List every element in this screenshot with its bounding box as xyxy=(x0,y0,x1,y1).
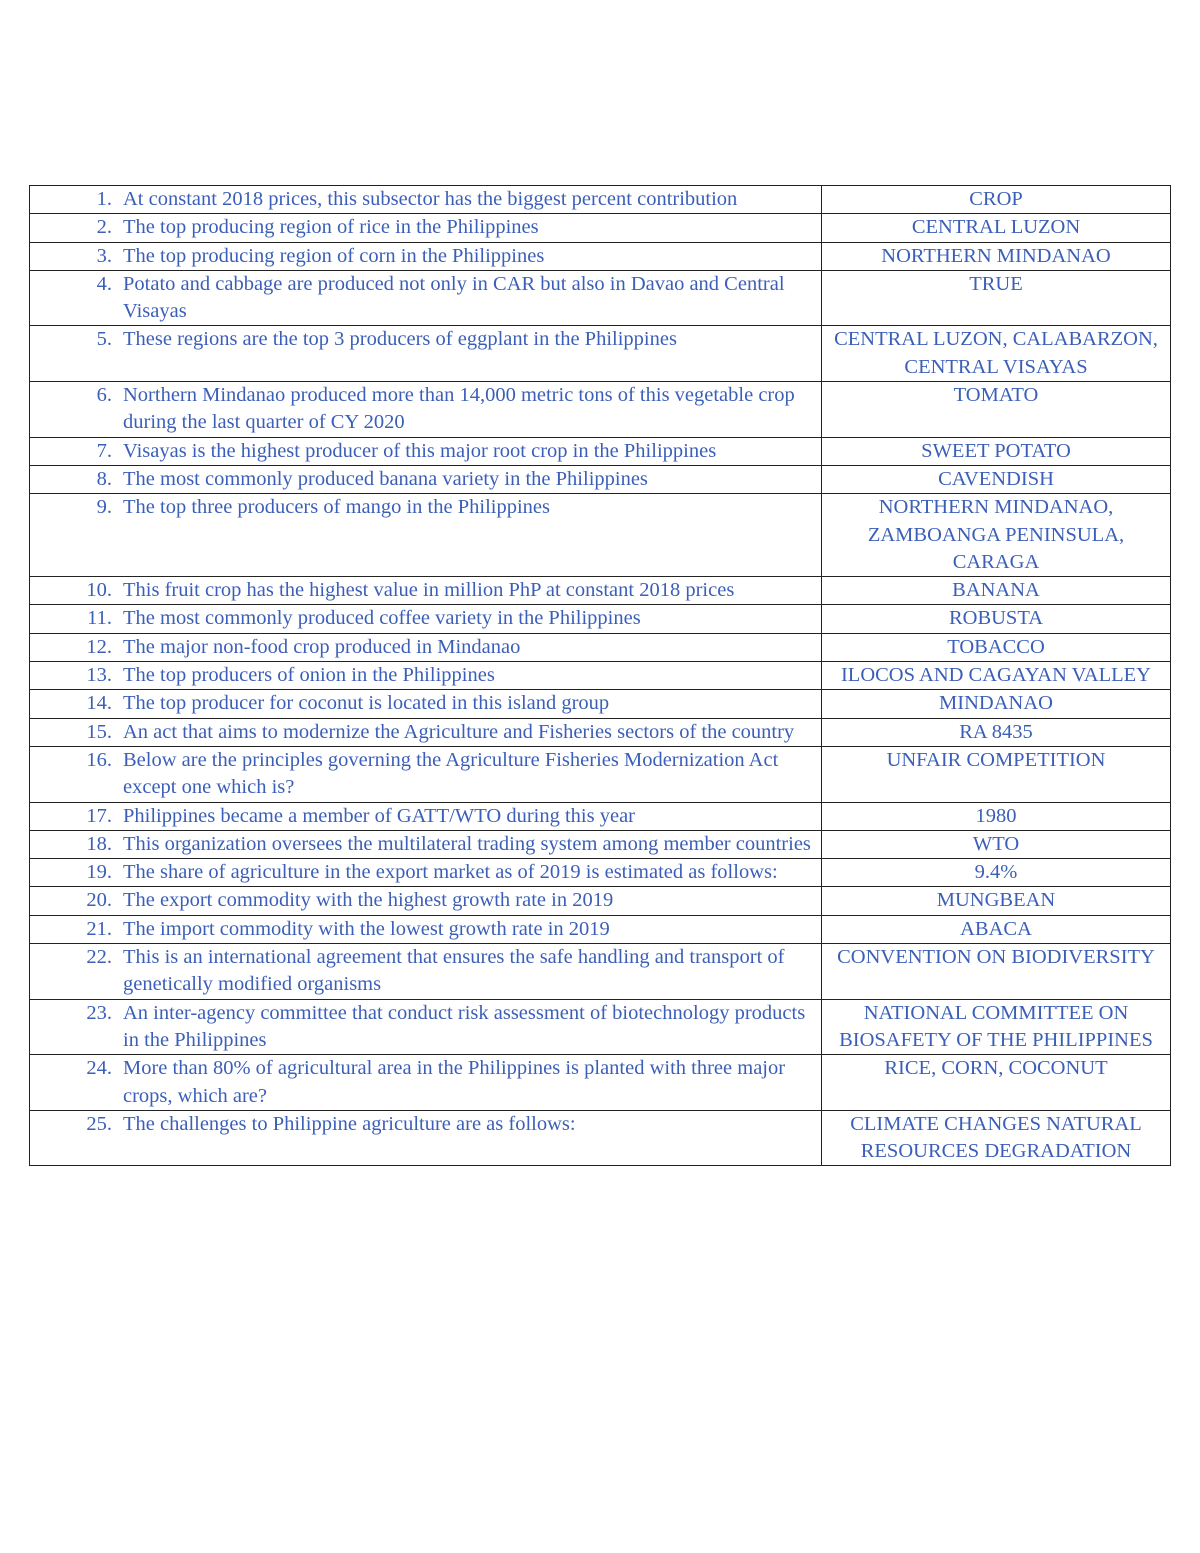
answer-cell: TOBACCO xyxy=(822,633,1171,661)
question-cell xyxy=(30,214,822,242)
question-text: The challenges to Philippine agriculture are as follows: xyxy=(123,1112,576,1135)
question-number: 10. xyxy=(86,579,112,602)
table-row xyxy=(30,326,1171,382)
question-number: 12. xyxy=(86,635,112,658)
question-number: 6. xyxy=(96,384,112,407)
question-number: 24. xyxy=(86,1057,112,1080)
question-number: 14. xyxy=(86,692,112,715)
question-number: 13. xyxy=(86,664,112,687)
table-row xyxy=(30,944,1171,1000)
question-cell xyxy=(30,859,822,887)
question-cell xyxy=(30,1110,822,1166)
table-row xyxy=(30,1110,1171,1166)
answer-cell: WTO xyxy=(822,830,1171,858)
question-cell xyxy=(30,605,822,633)
question-cell xyxy=(30,577,822,605)
question-number: 5. xyxy=(96,328,112,351)
table-row xyxy=(30,718,1171,746)
answer-cell: CONVENTION ON BIODIVERSITY xyxy=(822,944,1171,1000)
answer-cell: CENTRAL LUZON, CALABARZON, CENTRAL VISAYAS xyxy=(822,326,1171,382)
question-cell xyxy=(30,494,822,577)
answer-cell: SWEET POTATO xyxy=(822,437,1171,465)
question-cell xyxy=(30,944,822,1000)
question-number: 18. xyxy=(86,832,112,855)
answer-cell: MUNGBEAN xyxy=(822,887,1171,915)
question-number: 16. xyxy=(86,748,112,771)
question-text: This is an international agreement that ensures the safe handling and transport of genetically modified organisms xyxy=(123,946,785,996)
table-row xyxy=(30,270,1171,326)
answer-cell: ABACA xyxy=(822,915,1171,943)
question-text: The most commonly produced coffee variety in the Philippines xyxy=(123,607,641,630)
answer-cell: CLIMATE CHANGES NATURAL RESOURCES DEGRADATION xyxy=(822,1110,1171,1166)
table-row xyxy=(30,887,1171,915)
question-number: 25. xyxy=(86,1112,112,1135)
answer-cell: NATIONAL COMMITTEE ON BIOSAFETY OF THE PHILIPPINES xyxy=(822,999,1171,1055)
answer-cell: CENTRAL LUZON xyxy=(822,214,1171,242)
table-row xyxy=(30,1055,1171,1111)
table-row xyxy=(30,605,1171,633)
question-number: 2. xyxy=(96,216,112,239)
question-number: 1. xyxy=(96,188,112,210)
question-number: 9. xyxy=(96,496,112,519)
question-cell xyxy=(30,746,822,802)
question-number: 15. xyxy=(86,720,112,743)
table-row xyxy=(30,577,1171,605)
question-text: An inter-agency committee that conduct risk assessment of biotechnology products in the Philippines xyxy=(123,1001,806,1051)
answer-cell: RA 8435 xyxy=(822,718,1171,746)
question-text: Visayas is the highest producer of this major root crop in the Philippines xyxy=(123,439,717,462)
answer-cell: ILOCOS AND CAGAYAN VALLEY xyxy=(822,662,1171,690)
answer-cell: MINDANAO xyxy=(822,690,1171,718)
question-cell xyxy=(30,887,822,915)
answer-cell: 1980 xyxy=(822,802,1171,830)
table-row xyxy=(30,494,1171,577)
question-text: The top producers of onion in the Philippines xyxy=(123,664,495,687)
answer-cell: TRUE xyxy=(822,270,1171,326)
question-number: 8. xyxy=(96,467,112,490)
question-text: The major non-food crop produced in Mindanao xyxy=(123,635,521,658)
question-cell xyxy=(30,915,822,943)
question-text: Below are the principles governing the Agriculture Fisheries Modernization Act except one which is? xyxy=(123,748,779,799)
question-cell xyxy=(30,437,822,465)
question-number: 3. xyxy=(96,244,112,267)
table-row xyxy=(30,746,1171,802)
question-number: 20. xyxy=(86,889,112,912)
question-text: These regions are the top 3 producers of eggplant in the Philippines xyxy=(123,328,677,351)
table-row xyxy=(30,382,1171,438)
question-text: The most commonly produced banana variety in the Philippines xyxy=(123,467,648,490)
question-cell xyxy=(30,690,822,718)
question-number: 17. xyxy=(86,804,112,827)
question-text: The share of agriculture in the export market as of 2019 is estimated as follows: xyxy=(123,861,778,884)
question-text: The top producer for coconut is located in this island group xyxy=(123,692,610,715)
answer-cell: BANANA xyxy=(822,577,1171,605)
question-text: The top three producers of mango in the Philippines xyxy=(123,496,550,519)
answer-cell: UNFAIR COMPETITION xyxy=(822,746,1171,802)
question-text: This fruit crop has the highest value in million PhP at constant 2018 prices xyxy=(123,579,735,602)
question-cell xyxy=(30,662,822,690)
question-cell xyxy=(30,830,822,858)
question-cell xyxy=(30,270,822,326)
table-row xyxy=(30,662,1171,690)
question-cell xyxy=(30,718,822,746)
question-text: The top producing region of rice in the Philippines xyxy=(123,216,539,239)
answer-cell: 9.4% xyxy=(822,859,1171,887)
answer-cell: TOMATO xyxy=(822,382,1171,438)
table-row xyxy=(30,690,1171,718)
table-row xyxy=(30,830,1171,858)
table-row xyxy=(30,999,1171,1055)
question-text: The export commodity with the highest growth rate in 2019 xyxy=(123,889,614,912)
table-row xyxy=(30,859,1171,887)
question-number: 11. xyxy=(87,607,112,630)
question-cell xyxy=(30,242,822,270)
question-cell xyxy=(30,1055,822,1111)
question-cell xyxy=(30,999,822,1055)
question-text: At constant 2018 prices, this subsector has the biggest percent contribution xyxy=(123,188,738,210)
question-text: An act that aims to modernize the Agriculture and Fisheries sectors of the country xyxy=(123,720,795,743)
answer-cell: ROBUSTA xyxy=(822,605,1171,633)
table-row xyxy=(30,214,1171,242)
qa-table xyxy=(29,185,1171,1166)
question-text: This organization oversees the multilateral trading system among member countries xyxy=(123,832,811,855)
answer-cell: NORTHERN MINDANAO xyxy=(822,242,1171,270)
table-row xyxy=(30,437,1171,465)
question-text: Philippines became a member of GATT/WTO during this year xyxy=(123,804,635,827)
question-cell xyxy=(30,382,822,438)
question-number: 22. xyxy=(86,946,112,969)
table-row xyxy=(30,633,1171,661)
answer-cell: CROP xyxy=(822,186,1171,214)
question-number: 4. xyxy=(96,272,112,295)
question-cell xyxy=(30,326,822,382)
answer-cell: NORTHERN MINDANAO, ZAMBOANGA PENINSULA, CARAGA xyxy=(822,494,1171,577)
question-number: 7. xyxy=(96,439,112,462)
question-cell xyxy=(30,633,822,661)
answer-cell: RICE, CORN, COCONUT xyxy=(822,1055,1171,1111)
answer-cell: CAVENDISH xyxy=(822,465,1171,493)
qa-table-body xyxy=(30,186,1171,1166)
question-number: 19. xyxy=(86,861,112,884)
table-row xyxy=(30,802,1171,830)
table-row xyxy=(30,465,1171,493)
question-text: Potato and cabbage are produced not only in CAR but also in Davao and Central Visayas xyxy=(123,272,785,323)
question-text: More than 80% of agricultural area in the Philippines is planted with three major crops, which are? xyxy=(123,1057,786,1107)
question-text: Northern Mindanao produced more than 14,000 metric tons of this vegetable crop during the last quarter of CY 2020 xyxy=(123,384,795,434)
question-cell xyxy=(30,802,822,830)
question-text: The top producing region of corn in the Philippines xyxy=(123,244,545,267)
question-number: 23. xyxy=(86,1001,112,1024)
table-row xyxy=(30,915,1171,943)
question-text: The import commodity with the lowest growth rate in 2019 xyxy=(123,917,610,940)
table-row xyxy=(30,186,1171,214)
question-number: 21. xyxy=(86,917,112,940)
table-row xyxy=(30,242,1171,270)
question-cell xyxy=(30,186,822,214)
question-cell xyxy=(30,465,822,493)
